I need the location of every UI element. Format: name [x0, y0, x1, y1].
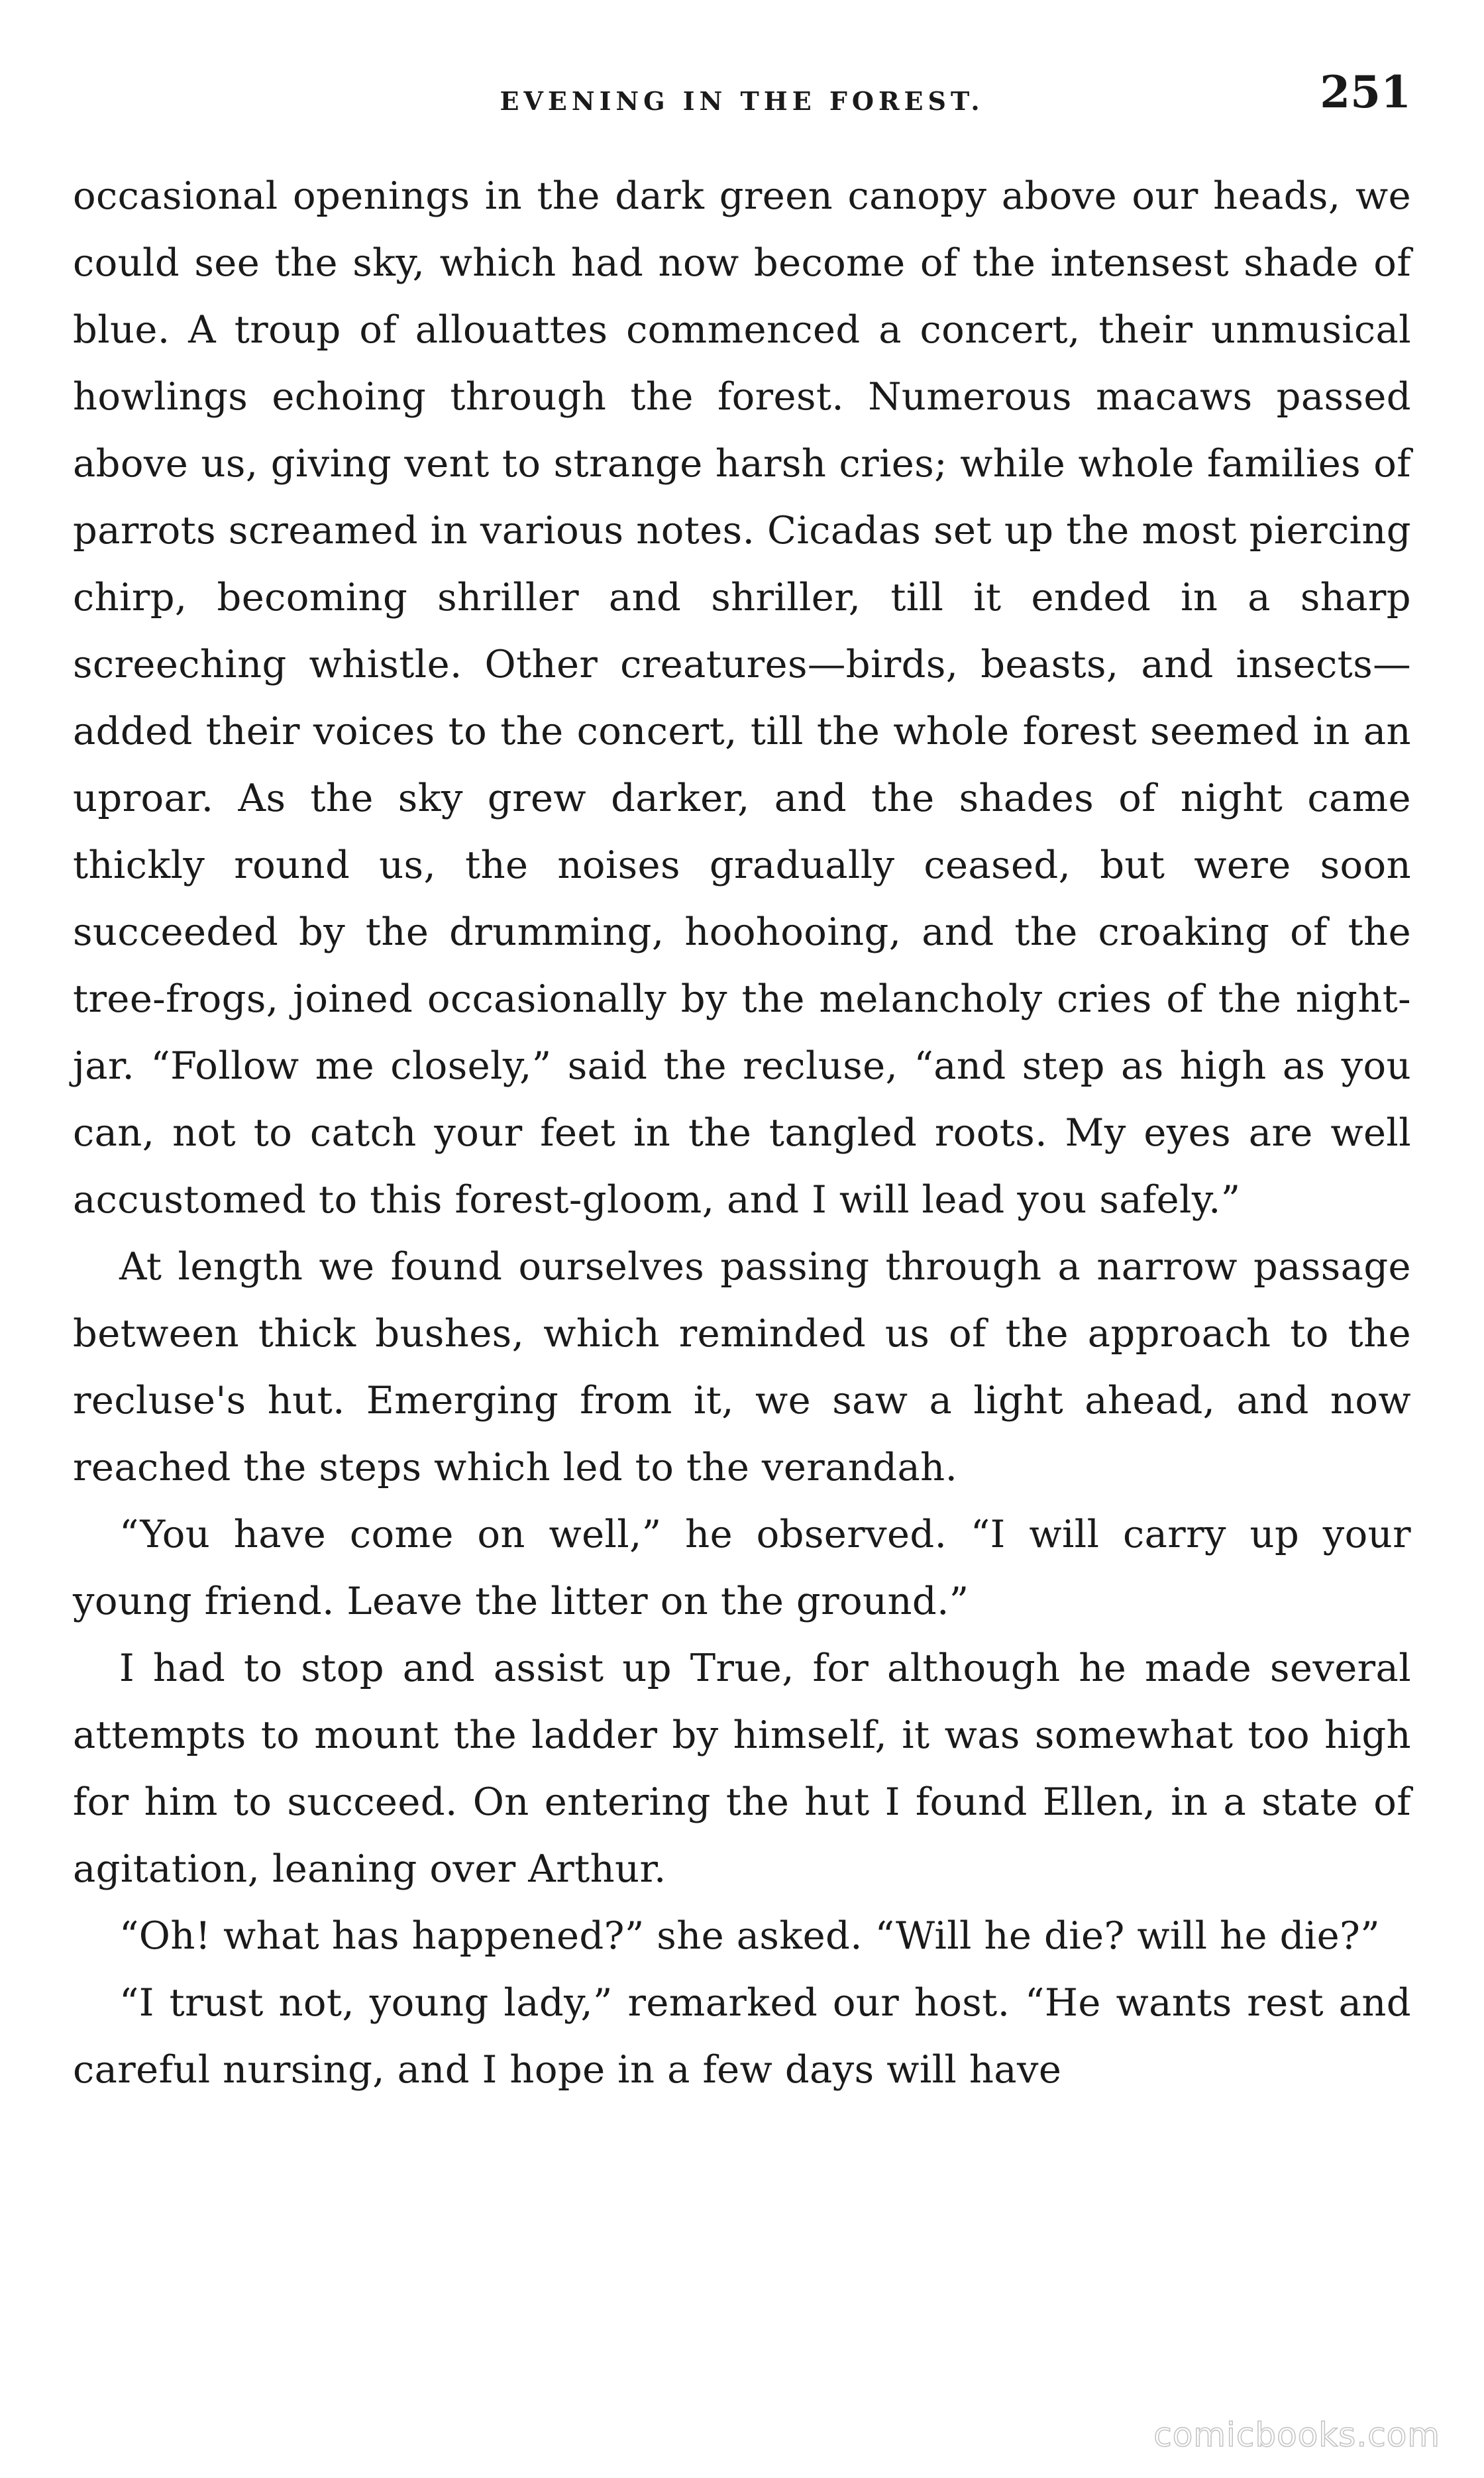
watermark: comicbooks.com	[1153, 2416, 1440, 2454]
running-head	[73, 53, 1411, 139]
body-text	[73, 162, 1411, 2103]
paragraph-4: I had to stop and assist up True, for although he made several attempts to mount the ladder by himself, it was somewhat too high for him to succeed. On entering the hut I found Ellen, in a state of agitation, leaning over Arthur.	[73, 1646, 1411, 1891]
paragraph-6: “I trust not, young lady,” remarked our host. “He wants rest and careful nursing, and I hope in a few days will have	[73, 1980, 1411, 2092]
paragraph-2: At length we found ourselves passing through a narrow passage between thick bushes, which reminded us of the approach to the recluse's hut. Emerging from it, we saw a light ahead, and now reached the steps which led to the verandah.	[73, 1244, 1411, 1489]
paragraph-5: “Oh! what has happened?” she asked. “Will he die? will he die?”	[119, 1913, 1381, 1958]
paragraph-1: occasional openings in the dark green canopy above our heads, we could see the sky, which had now become of the intensest shade of blue. A troup of allouattes commenced a concert, their unmusical howlings echoing through the forest. Numerous macaws passed above us, giving vent to strange harsh cries; while whole families of parrots screamed in various notes. Cicadas set up the most piercing chirp, becoming shriller and shriller, till it ended in a sharp screeching whistle. Other creatures—birds, beasts, and insects—added their voices to the concert, till the whole forest seemed in an uproar. As the sky grew darker, and the shades of night came thickly round us, the noises gradually ceased, but were soon succeeded by the drumming, hoohooing, and the croaking of the tree-frogs, joined occasionally by the melancholy cries of the night-jar. “Follow me closely,” said the recluse, “and step as high as you can, not to catch your feet in the tangled roots. My eyes are well accustomed to this forest-gloom, and I will lead you safely.”	[73, 174, 1411, 1222]
running-title: EVENING IN THE FOREST.	[500, 86, 984, 116]
paragraph-3: “You have come on well,” he observed. “I will carry up your young friend. Leave the litter on the ground.”	[73, 1512, 1411, 1623]
page-number: 251	[1320, 66, 1411, 118]
